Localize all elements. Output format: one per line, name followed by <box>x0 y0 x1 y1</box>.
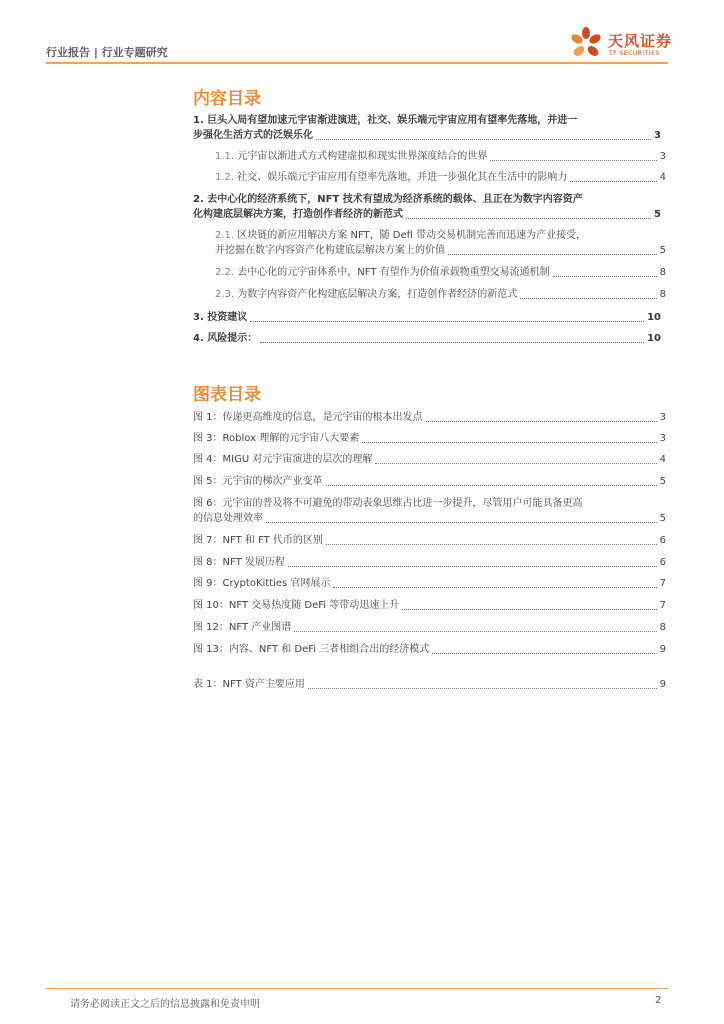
toc-title: 内容目录 <box>193 89 261 109</box>
figure-entry-text: 图 10：NFT 交易热度随 DeFi 等带动迅速上升 <box>193 600 400 611</box>
toc-page-number: 5 <box>659 245 666 256</box>
toc-page-number: 8 <box>659 267 666 278</box>
toc-entry[interactable] <box>215 265 666 280</box>
figure-entry[interactable] <box>193 576 666 591</box>
leader-dots <box>553 276 657 277</box>
figure-entry[interactable] <box>193 410 666 425</box>
figure-page-number: 9 <box>659 644 666 655</box>
toc-entry[interactable] <box>193 113 661 143</box>
leader-dots <box>260 342 644 343</box>
leader-dots <box>448 254 657 255</box>
figure-page-number: 3 <box>659 433 666 444</box>
toc-entry-text: 4. 风险提示： <box>193 333 258 344</box>
figure-entry[interactable] <box>193 474 666 489</box>
leader-dots <box>402 609 656 610</box>
toc-page-number: 3 <box>659 151 666 162</box>
leader-dots <box>294 631 656 632</box>
toc-entry[interactable] <box>193 192 661 222</box>
leader-dots <box>426 421 657 422</box>
toc-page-number: 8 <box>659 289 666 300</box>
toc-entry-text: 元宇宙以渐进式方式构建虚拟和现实世界深度结合的世界 <box>237 151 488 162</box>
figure-page-number: 7 <box>659 600 666 611</box>
footer-divider <box>46 988 668 989</box>
leader-dots <box>490 160 656 161</box>
figure-entry[interactable] <box>193 533 666 548</box>
figure-entry[interactable] <box>193 496 666 526</box>
breadcrumb: 行业报告 | 行业专题研究 <box>46 46 168 59</box>
figure-entry[interactable] <box>193 677 666 692</box>
section-number: 1.2. <box>215 172 235 183</box>
figure-entry[interactable] <box>193 598 666 613</box>
figure-entry-text: 图 8：NFT 发展历程 <box>193 557 285 568</box>
logo-english-text: TF SECURITIES <box>609 50 660 57</box>
figure-entry[interactable] <box>193 555 666 570</box>
leader-dots <box>520 298 656 299</box>
figure-entry-text: 表 1：NFT 资产主要应用 <box>193 679 305 690</box>
flower-logo-icon <box>566 26 606 62</box>
figure-entry[interactable] <box>193 642 666 657</box>
leader-dots <box>308 688 657 689</box>
toc-entry[interactable] <box>215 228 666 258</box>
figure-page-number: 3 <box>659 412 666 423</box>
leader-dots <box>406 218 651 219</box>
figure-page-number: 9 <box>659 679 666 690</box>
toc-page-number: 4 <box>659 172 666 183</box>
leader-dots <box>288 566 657 567</box>
header-divider <box>46 62 668 64</box>
figure-entry-text: 图 1：传递更高维度的信息，是元宇宙的根本出发点 <box>193 412 423 423</box>
figure-entry-text: 的信息处理效率 <box>193 513 263 524</box>
leader-dots <box>266 522 657 523</box>
leader-dots <box>362 442 656 443</box>
figure-page-number: 6 <box>659 557 666 568</box>
section-number: 2.1. <box>215 230 235 241</box>
figure-page-number: 5 <box>659 513 666 524</box>
leader-dots <box>570 181 656 182</box>
toc-entry-text: 3. 投资建议 <box>193 312 248 323</box>
toc-page-number: 10 <box>647 333 661 344</box>
figure-entry-text: 图 9：CryptoKitties 官网展示 <box>193 578 331 589</box>
company-logo <box>566 26 676 62</box>
section-number: 2.3. <box>215 289 235 300</box>
toc-entry-text: 步强化生活方式的泛娱乐化 <box>193 130 313 141</box>
figure-entry-text: 图 13：内容、NFT 和 DeFi 三者相组合出的经济模式 <box>193 644 430 655</box>
figure-entry-text: 图 6：元宇宙的普及将不可避免的带动表象思维占比进一步提升，尽管用户可能具备更高 <box>193 498 583 509</box>
leader-dots <box>333 587 656 588</box>
toc-page-number: 5 <box>654 209 661 220</box>
figure-entry-text: 图 5：元宇宙的梯次产业变革 <box>193 476 323 487</box>
toc-entry[interactable] <box>193 310 661 325</box>
toc-entry[interactable] <box>193 331 661 346</box>
footer-page-number: 2 <box>655 995 662 1006</box>
figure-entry[interactable] <box>193 431 666 446</box>
section-number: 1.1. <box>215 151 235 162</box>
logo-chinese-text: 天风证券 <box>608 32 673 50</box>
figures-title: 图表目录 <box>193 385 261 405</box>
toc-entry[interactable] <box>215 149 666 164</box>
leader-dots <box>250 321 644 322</box>
toc-entry-text: 区块链的新应用解决方案 NFT，随 Defi 带动交易机制完善而迅速为产业接受， <box>237 230 587 241</box>
figure-entry-text: 图 4：MIGU 对元宇宙演进的层次的理解 <box>193 454 373 465</box>
toc-entry-text: 社交、娱乐端元宇宙应用有望率先落地，并进一步强化其在生活中的影响力 <box>237 172 568 183</box>
figure-entry[interactable] <box>193 452 666 467</box>
toc-entry[interactable] <box>215 287 666 302</box>
toc-entry-text: 化构建底层解决方案，打造创作者经济的新范式 <box>193 209 403 220</box>
toc-entry-text: 去中心化的元宇宙体系中，NFT 有望作为价值承载物重塑交易流通机制 <box>237 267 550 278</box>
figure-entry[interactable] <box>193 620 666 635</box>
leader-dots <box>326 544 657 545</box>
toc-entry[interactable] <box>215 170 666 185</box>
footer-disclaimer: 请务必阅读正文之后的信息披露和免责申明 <box>70 999 260 1010</box>
leader-dots <box>432 653 656 654</box>
leader-dots <box>326 485 657 486</box>
leader-dots <box>316 139 651 140</box>
toc-entry-text: 1. 巨头入局有望加速元宇宙渐进演进，社交、娱乐端元宇宙应用有望率先落地，并进一 <box>193 115 578 126</box>
toc-entry-text: 并挖掘在数字内容资产化构建底层解决方案上的价值 <box>215 245 445 256</box>
toc-entry-text: 为数字内容资产化构建底层解决方案，打造创作者经济的新范式 <box>237 289 518 300</box>
figure-page-number: 7 <box>659 578 666 589</box>
figure-page-number: 4 <box>659 454 666 465</box>
toc-entry-text: 2. 去中心化的经济系统下，NFT 技术有望成为经济系统的载体、且正在为数字内容资产 <box>193 194 583 205</box>
figure-entry-text: 图 3：Roblox 理解的元宇宙八大要素 <box>193 433 360 444</box>
section-number: 2.2. <box>215 267 235 278</box>
figure-page-number: 6 <box>659 535 666 546</box>
figure-page-number: 5 <box>659 476 666 487</box>
leader-dots <box>375 463 656 464</box>
figure-page-number: 8 <box>659 622 666 633</box>
toc-page-number: 3 <box>654 130 661 141</box>
figure-entry-text: 图 7：NFT 和 FT 代币的区别 <box>193 535 323 546</box>
figure-entry-text: 图 12：NFT 产业图谱 <box>193 622 292 633</box>
toc-page-number: 10 <box>647 312 661 323</box>
